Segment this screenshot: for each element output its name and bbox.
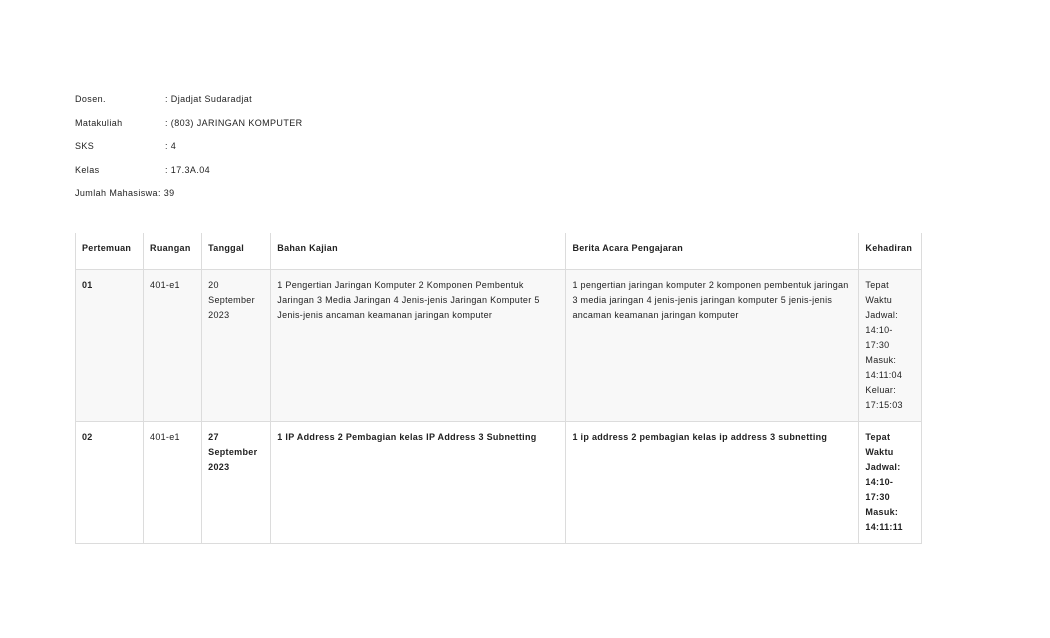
header-berita-acara: Berita Acara Pengajaran [566,233,859,270]
kehadiran-line: Tepat [865,280,889,290]
info-label: Matakuliah [75,117,123,128]
kehadiran-line: 17:15:03 [865,400,903,410]
cell-bahan-kajian: 1 IP Address 2 Pembagian kelas IP Address 3 Subnetting [271,422,566,544]
table-row [76,270,922,422]
table-header-row [76,233,922,270]
cell-pertemuan: 01 [76,270,144,422]
cell-ruangan: 401-e1 [144,422,202,544]
cell-kehadiran [859,422,922,544]
kehadiran-line: 14:10-17:30 [865,325,893,350]
header-tanggal: Tanggal [202,233,271,270]
info-row-kelas [75,165,303,189]
info-value: : 4 [165,141,177,151]
cell-pertemuan: 02 [76,422,144,544]
tanggal-day: 20 [208,280,219,290]
info-value: : 39 [157,188,175,198]
tanggal-month: September [208,295,255,305]
info-row-sks [75,141,303,165]
kehadiran-line: Masuk: [865,355,897,365]
kehadiran-line: Tepat [865,432,891,442]
kehadiran-line: 14:10-17:30 [865,477,894,502]
info-label: Jumlah Mahasiswa [75,188,158,198]
kehadiran-line: Jadwal: [865,462,901,472]
kehadiran-line: Masuk: [865,507,899,517]
header-ruangan: Ruangan [144,233,202,270]
kehadiran-line: Waktu [865,295,893,305]
attendance-table [75,233,922,544]
tanggal-day: 27 [208,432,219,442]
kehadiran-line: 14:11:04 [865,370,903,380]
tanggal-year: 2023 [208,462,230,472]
info-row-matakuliah [75,118,303,142]
cell-berita-acara: 1 ip address 2 pembagian kelas ip address 3 subnetting [566,422,859,544]
table-row [76,422,922,544]
info-value: : Djadjat Sudaradjat [165,94,253,104]
header-bahan-kajian: Bahan Kajian [271,233,566,270]
info-label: SKS [75,141,95,151]
info-row-dosen [75,94,303,118]
tanggal-year: 2023 [208,310,230,320]
cell-tanggal [202,270,271,422]
kehadiran-line: 14:11:11 [865,522,903,532]
cell-ruangan: 401-e1 [144,270,202,422]
cell-bahan-kajian: 1 Pengertian Jaringan Komputer 2 Komponen Pembentuk Jaringan 3 Media Jaringan 4 Jenis-jenis Jaringan Komputer 5 Jenis-jenis ancaman keamanan jaringan komputer [271,270,566,422]
info-row-jumlah-mahasiswa [75,188,303,212]
kehadiran-line: Keluar: [865,385,897,395]
info-value: : 17.3A.04 [165,164,211,175]
tanggal-month: September [208,447,258,457]
info-value: : (803) JARINGAN KOMPUTER [165,117,303,128]
header-pertemuan: Pertemuan [76,233,144,270]
header-kehadiran: Kehadiran [859,233,922,270]
course-info [75,94,303,212]
cell-berita-acara: 1 pengertian jaringan komputer 2 komponen pembentuk jaringan 3 media jaringan 4 jenis-jenis jaringan komputer 5 jenis-jenis ancaman keamanan jaringan komputer [566,270,859,422]
cell-kehadiran [859,270,922,422]
cell-tanggal [202,422,271,544]
info-label: Dosen. [75,94,106,104]
kehadiran-line: Jadwal: [865,310,899,320]
kehadiran-line: Waktu [865,447,894,457]
info-label: Kelas [75,164,100,175]
